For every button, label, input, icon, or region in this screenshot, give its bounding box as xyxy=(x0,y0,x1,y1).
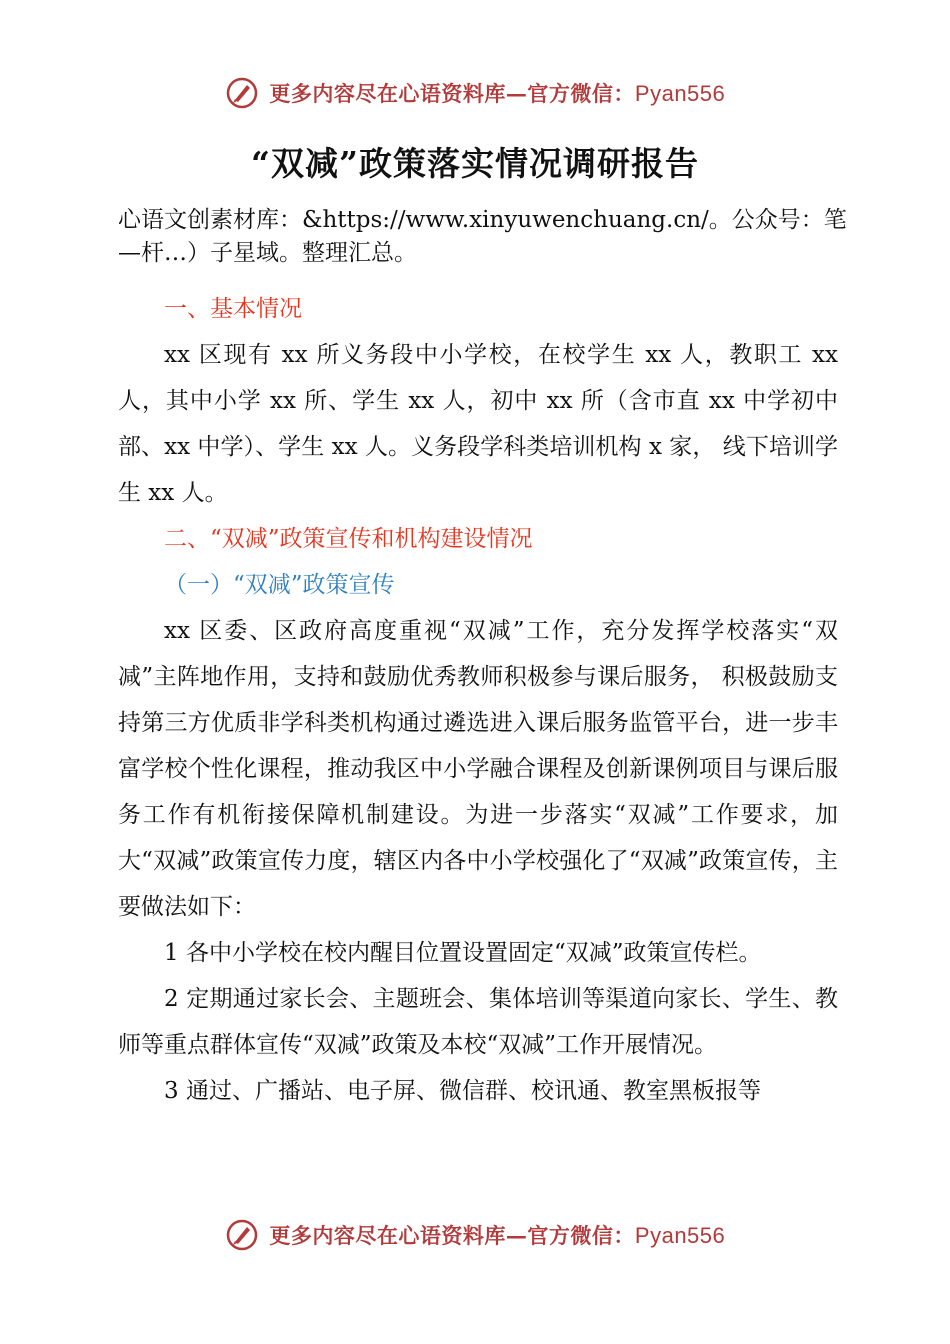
watermark-separator: — xyxy=(505,81,528,106)
subsection-heading-publicity: （一）“双减”政策宣传 xyxy=(164,572,395,598)
watermark-wechat-id: Pyan556 xyxy=(634,81,726,106)
document-body xyxy=(118,286,838,1114)
paragraph-publicity: xx 区委、区政府高度重视“双减”工作，充分发挥学校落实“双减”主阵地作用，支持和鼓励优秀教师积极参与课后服务， 积极鼓励支持第三方优质非学科类机构通过遴选进入课后服务监管平台，进一步丰富学校个性化课程，推动我区中小学融合课程及创新课例项目与课后服务工作有机衔接保障机制建设。为进一步落实“双减”工作要求，加大“双减”政策宣传力度，辖区内各中小学校强化了“双减”政策宣传，主要做法如下： xyxy=(118,618,838,920)
watermark-text: 更多内容尽在心语资料库 xyxy=(269,81,506,106)
logo-icon xyxy=(225,1218,259,1252)
watermark-text: 更多内容尽在心语资料库 xyxy=(269,1223,506,1248)
paragraph-basic-info: xx 区现有 xx 所义务段中小学校，在校学生 xx 人，教职工 xx 人，其中小学 xx 所、学生 xx 人，初中 xx 所（含市直 xx 中学初中部、xx 中学）、学生 xx 人。义务段学科类培训机构 x 家， 线下培训学生 xx 人。 xyxy=(118,342,838,506)
section-heading-basic-info: 一、基本情况 xyxy=(164,296,302,322)
section-heading-policy: 二、“双减”政策宣传和机构建设情况 xyxy=(164,526,533,552)
list-item: 2 定期通过家长会、主题班会、集体培训等渠道向家长、学生、教师等重点群体宣传“双减”政策及本校“双减”工作开展情况。 xyxy=(118,986,838,1058)
page-title: “双减”政策落实情况调研报告 xyxy=(251,144,699,183)
footer-watermark xyxy=(0,1218,950,1252)
watermark-separator: — xyxy=(505,1223,528,1248)
logo-icon xyxy=(225,76,259,110)
list-item: 1 各中小学校在校内醒目位置设置固定“双减”政策宣传栏。 xyxy=(164,940,762,966)
header-watermark xyxy=(0,76,950,110)
source-line-1: 心语文创素材库：&https://www.xinyuwenchuang.cn/。公众号：笔 xyxy=(118,207,847,233)
source-line-2: —杆…）子星域。整理汇总。 xyxy=(118,240,417,266)
source-note xyxy=(118,204,878,270)
watermark-suffix: 官方微信： xyxy=(527,1223,635,1248)
watermark-wechat-id: Pyan556 xyxy=(634,1223,726,1248)
list-item: 3 通过、广播站、电子屏、微信群、校讯通、教室黑板报等 xyxy=(164,1078,761,1104)
watermark-suffix: 官方微信： xyxy=(527,81,635,106)
